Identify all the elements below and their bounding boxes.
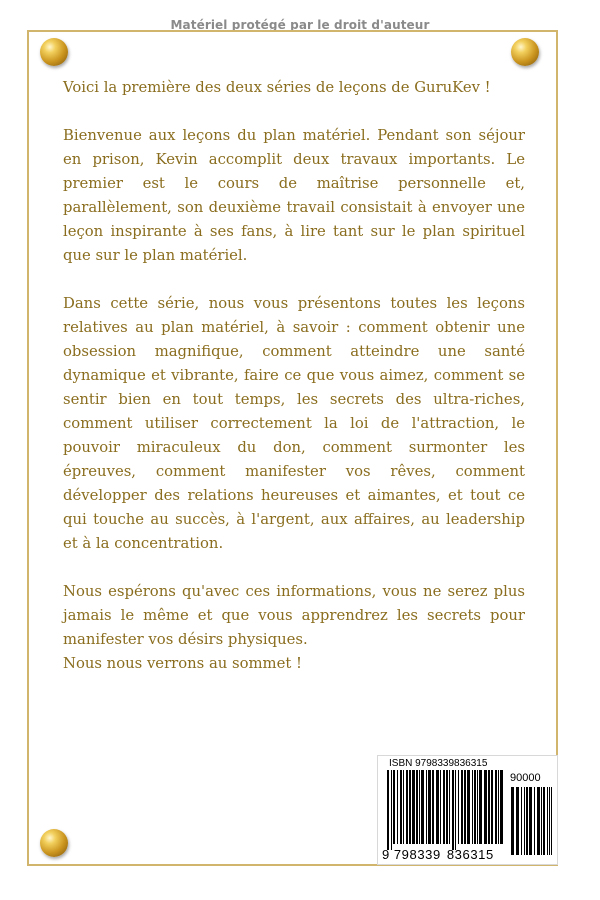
barcode-bar	[472, 770, 473, 844]
barcode-bar	[529, 787, 532, 855]
barcode-bar	[432, 770, 434, 844]
barcode-bar	[534, 787, 535, 855]
barcode-bar	[419, 770, 420, 844]
barcode-bar	[491, 770, 493, 844]
barcode-bar	[526, 787, 528, 855]
gold-pin-icon	[40, 829, 68, 857]
barcode-bar	[421, 770, 424, 844]
barcode-icon	[386, 770, 504, 850]
barcode-box	[377, 755, 558, 865]
barcode-bar	[412, 770, 415, 844]
barcode-bar	[391, 770, 392, 850]
barcode-bar	[524, 787, 525, 855]
barcode-bar	[397, 770, 398, 844]
barcode-bar	[409, 770, 411, 844]
barcode-bar	[500, 770, 503, 844]
barcode-bar	[393, 770, 395, 844]
barcode-bar	[464, 770, 466, 844]
barcode-bar	[516, 787, 519, 855]
intro-line: Voici la première des deux séries de leçons de GuruKev !	[63, 79, 491, 96]
barcode-bar	[446, 770, 448, 844]
price-code: 90000	[510, 772, 541, 784]
barcode-bar	[488, 770, 490, 844]
barcode-bar	[449, 770, 450, 844]
barcode-digits	[382, 847, 494, 862]
paragraph-series: Dans cette série, nous vous présentons toutes les leçons relatives au plan matériel, à savoir : comment obtenir une obsession magnifique, comment atteindre une santé dynamique et vibrante, faire ce que vous aimez, comment se sentir bien en tout temps, les secrets des ultra-riches, comment utiliser correctement la loi de l'attraction, le pouvoir miraculeux du don, comment surmonter les épreuves, comment manifester vos rêves, comment développer des relations heureuses et aimantes, et tout ce qui touche au succès, à l'argent, aux affaires, au leadership et à la concentration.	[63, 295, 525, 552]
barcode-bar	[484, 770, 487, 844]
barcode-bar	[443, 770, 445, 844]
paragraph-hope: Nous espérons qu'avec ces informations, vous ne serez plus jamais le même et que vous apprendrez les secrets pour manifester vos désirs physiques.	[63, 583, 525, 648]
gold-pin-icon	[40, 38, 68, 66]
barcode-bar	[551, 787, 552, 855]
barcode-bar	[541, 787, 542, 855]
barcode-digit-group-2: 836315	[446, 847, 494, 862]
back-cover-text	[63, 76, 525, 700]
barcode-bar	[537, 787, 540, 855]
barcode-bar	[547, 787, 548, 855]
barcode-bar	[511, 787, 514, 855]
barcode-bar	[426, 770, 427, 844]
barcode-addon-icon	[510, 787, 554, 861]
barcode-bar	[403, 770, 404, 844]
barcode-bar	[543, 787, 545, 855]
barcode-bar	[406, 770, 408, 844]
barcode-bar	[452, 770, 454, 850]
barcode-bar	[495, 770, 497, 844]
barcode-bar	[440, 770, 441, 844]
barcode-bar	[549, 787, 550, 855]
barcode-bar	[458, 770, 459, 844]
barcode-bar	[467, 770, 470, 844]
barcode-bar	[436, 770, 439, 844]
closing-line: Nous nous verrons au sommet !	[63, 655, 302, 672]
barcode-bar	[521, 787, 522, 855]
paragraph-welcome: Bienvenue aux leçons du plan matériel. Pendant son séjour en prison, Kevin accomplit deux travaux importants. Le premier est le cours de maîtrise personnelle et, parallèlement, son deuxième travail consistait à envoyer une leçon inspirante à ses fans, à lire tant sur le plan spirituel que sur le plan matériel.	[63, 127, 525, 264]
barcode-digit-group-1: 798339	[393, 847, 441, 862]
barcode-digit-lead: 9	[382, 847, 390, 862]
barcode-bar	[474, 770, 476, 844]
isbn-label: ISBN 9798339836315	[389, 758, 488, 769]
barcode-bar	[477, 770, 478, 844]
barcode-bar	[428, 770, 431, 844]
barcode-bar	[400, 770, 402, 844]
barcode-bar	[479, 770, 482, 844]
copyright-watermark-top: Matériel protégé par le droit d'auteur	[170, 18, 430, 32]
barcode-bar	[461, 770, 463, 844]
barcode-bar	[416, 770, 418, 844]
gold-pin-icon	[511, 38, 539, 66]
barcode-bar	[498, 770, 499, 844]
barcode-bar	[387, 770, 389, 850]
barcode-bar	[455, 770, 456, 850]
